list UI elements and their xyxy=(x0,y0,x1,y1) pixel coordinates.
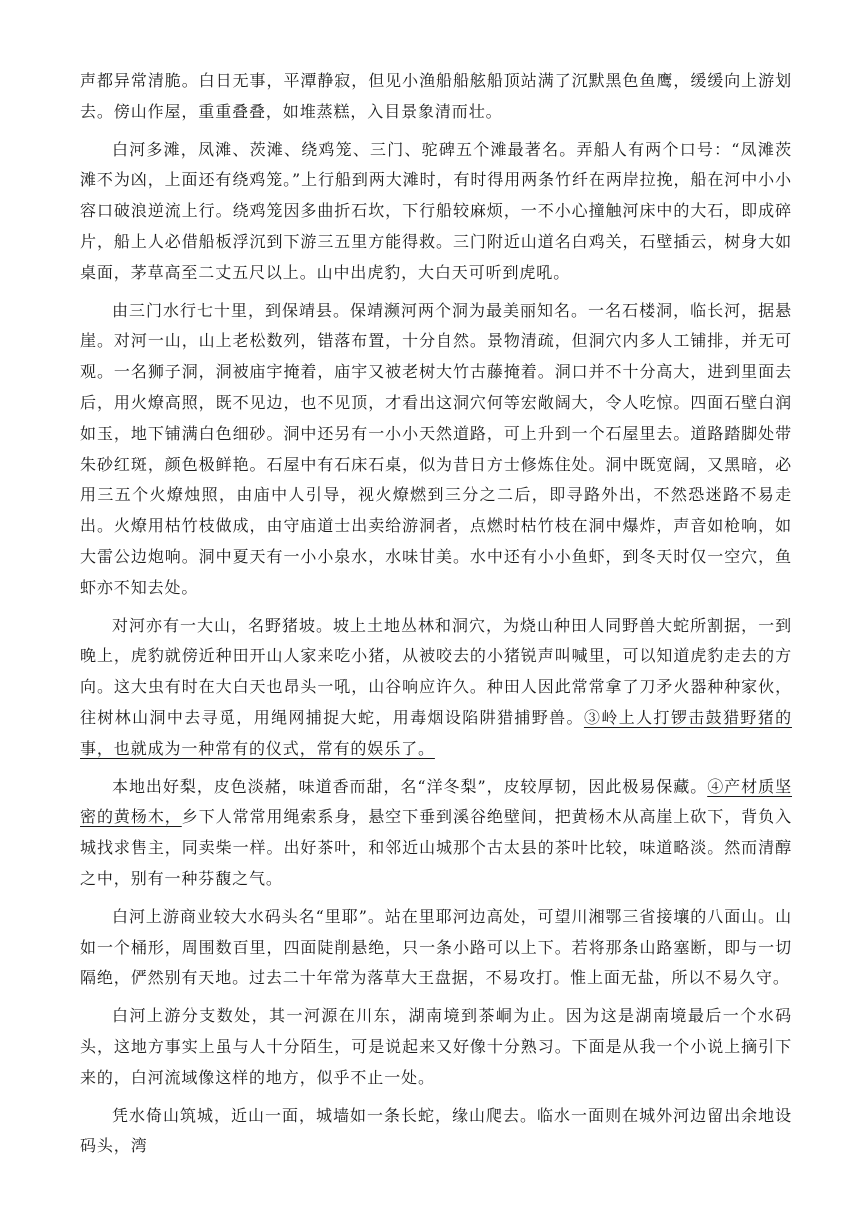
paragraph-1 xyxy=(80,66,792,128)
paragraph-2 xyxy=(80,135,792,289)
paragraph-text: 凭水倚山筑城，近山一面，城墙如一条长蛇，缘山爬去。临水一面则在城外河边留出余地设码头，湾 xyxy=(80,1105,792,1156)
paragraph-text: 由三门水行七十里，到保靖县。保靖濒河两个洞为最美丽知名。一名石楼洞，临长河，据悬崖。对河一山，山上老松数列，错落布置，十分自然。景物清疏，但洞穴内多人工铺排，并无可观。一名狮子洞，洞被庙宇掩着，庙宇又被老树大竹古藤掩着。洞口并不十分高大，进到里面去后，用火燎高照，既不见边，也不见顶，才看出这洞穴何等宏敞阔大，令人吃惊。四面石壁白润如玉，地下铺满白色细砂。洞中还另有一小小天然道路，可上升到一个石屋里去。道路踏脚处带朱砂红斑，颜色极鲜艳。石屋中有石床石桌，似为昔日方士修炼住处。洞中既宽阔，又黑暗，必用三五个火燎烛照，由庙中人引导，视火燎燃到三分之二后，即寻路外出，不然恐迷路不易走出。火燎用枯竹枝做成，由守庙道士出卖给游洞者，点燃时枯竹枝在洞中爆炸，声音如枪响，如大雷公边炮响。洞中夏天有一小小泉水，水味甘美。水中还有小小鱼虾，到冬天时仅一空穴，鱼虾亦不知去处。 xyxy=(80,300,792,597)
paragraph-text: 声都异常清脆。白日无事，平潭静寂，但见小渔船船舷船顶站满了沉默黑色鱼鹰，缓缓向上游划去。傍山作屋，重重叠叠，如堆蒸糕，入目景象清而壮。 xyxy=(80,71,792,121)
paragraph-8 xyxy=(80,1101,792,1163)
underlined-sentence-3: ③岭上人打锣击鼓猎野猪的事，也就成为一种常有的仪式，常有的娱乐了。 xyxy=(80,707,792,758)
underlined-sentence-4: ④产材质坚密的黄杨木， xyxy=(80,776,792,827)
paragraph-text: 乡下人常常用绳索系身，悬空下垂到溪谷绝壁间，把黄杨木从高崖上砍下，背负入城找求售主，同卖柴一样。出好茶叶，和邻近山城那个古太县的茶叶比较，味道略淡。然而清醇之中，别有一种芬馥之气。 xyxy=(80,807,793,888)
document-body xyxy=(80,66,792,1169)
paragraph-text: 本地出好梨，皮色淡赭，味道香而甜，名“洋冬梨”，皮较厚韧，因此极易保藏。 xyxy=(112,776,708,796)
paragraph-3 xyxy=(80,296,792,604)
paragraph-4 xyxy=(80,611,792,765)
paragraph-6 xyxy=(80,902,792,994)
paragraph-text: 白河多滩，凤滩、茨滩、绕鸡笼、三门、驼碑五个滩最著名。弄船人有两个口号：“凤滩茨滩不为凶，上面还有绕鸡笼。”上行船到两大滩时，有时得用两条竹纤在两岸拉挽，船在河中小小容口破浪逆流上行。绕鸡笼因多曲折石坎，下行船较麻烦，一不小心撞触河床中的大石，即成碎片，船上人必借船板浮沉到下游三五里方能得救。三门附近山道名白鸡关，石壁插云，树身大如桌面，茅草高至二丈五尺以上。山中出虎豹，大白天可听到虎吼。 xyxy=(80,139,792,282)
paragraph-7 xyxy=(80,1001,792,1093)
paragraph-text: 对河亦有一大山，名野猪坡。坡上土地丛林和洞穴，为烧山种田人同野兽大蛇所割据，一到晚上，虎豹就傍近种田开山人家来吃小猪，从被咬去的小猪锐声叫喊里，可以知道虎豹走去的方向。这大虫有时在大白天也昂头一吼，山谷响应许久。种田人因此常常拿了刀矛火器种种家伙，往树林山洞中去寻觅，用绳网捕捉大蛇，用毒烟设陷阱猎捕野兽。 xyxy=(80,615,792,727)
paragraph-text: 白河上游商业较大水码头名“里耶”。站在里耶河边高处，可望川湘鄂三省接壤的八面山。山如一个桶形，周围数百里，四面陡削悬绝，只一条小路可以上下。若将那条山路塞断，即与一切隔绝，俨然别有天地。过去二十年常为落草大王盘据，不易攻打。惟上面无盐，所以不易久守。 xyxy=(80,906,792,988)
paragraph-text: 白河上游分支数处，其一河源在川东，湖南境到茶峒为止。因为这是湖南境最后一个水码头，这地方事实上虽与人十分陌生，可是说起来又好像十分熟习。下面是从我一个小说上摘引下来的，白河流域像这样的地方，似乎不止一处。 xyxy=(80,1006,792,1087)
paragraph-5 xyxy=(80,772,792,895)
